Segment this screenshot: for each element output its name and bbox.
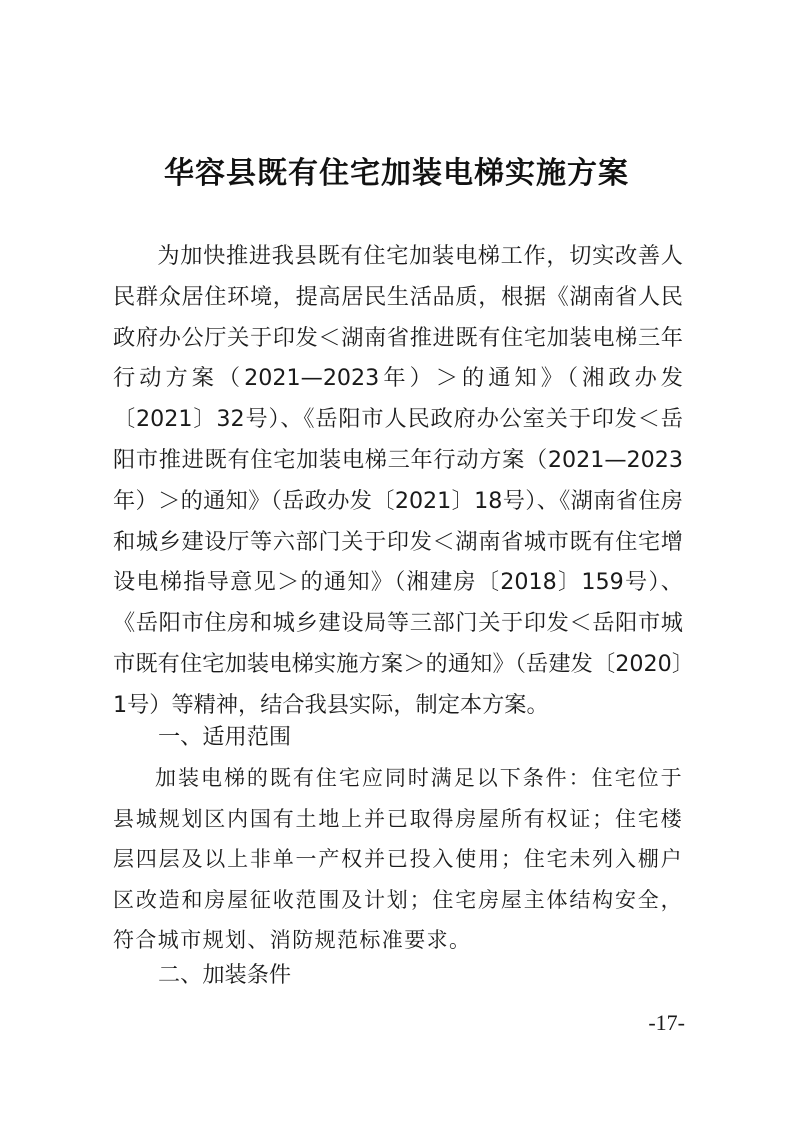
document-title: 华容县既有住宅加装电梯实施方案 bbox=[164, 156, 629, 191]
section-1-heading: 一、适用范围 bbox=[158, 724, 292, 750]
page-number: -17- bbox=[648, 1010, 685, 1035]
intro-paragraph: 为加快推进我县既有住宅加装电梯工作，切实改善人民群众居住环境，提高居民生活品质，根据《湖南省人民政府办公厅关于印发＜湖南省推进既有住宅加装电梯三年行动方案（2021—2023年）＞的通知》（湘政办发〔2021〕32号）、《岳阳市人民政府办公室关于印发＜岳阳市推进既有住宅加装电梯三年行动方案（2021—2023年）＞的通知》（岳政办发〔2021〕18号）、《湖南省住房和城乡建设厅等六部门关于印发＜湖南省城市既有住宅增设电梯指导意见＞的通知》（湘建房〔2018〕159号）、《岳阳市住房和城乡建设局等三部门关于印发＜岳阳市城市既有住宅加装电梯实施方案＞的通知》（岳建发〔2020〕1号）等精神，结合我县实际，制定本方案。 bbox=[113, 243, 683, 718]
intro-section bbox=[113, 236, 683, 726]
section-1-body bbox=[113, 758, 683, 961]
section-1-paragraph: 加装电梯的既有住宅应同时满足以下条件：住宅位于县城规划区内国有土地上并已取得房屋所有权证；住宅楼层四层及以上非单一产权并已投入使用；住宅未列入棚户区改造和房屋征收范围及计划；住宅房屋主体结构安全，符合城市规划、消防规范标准要求。 bbox=[113, 766, 683, 952]
section-2-heading: 二、加装条件 bbox=[158, 962, 292, 988]
